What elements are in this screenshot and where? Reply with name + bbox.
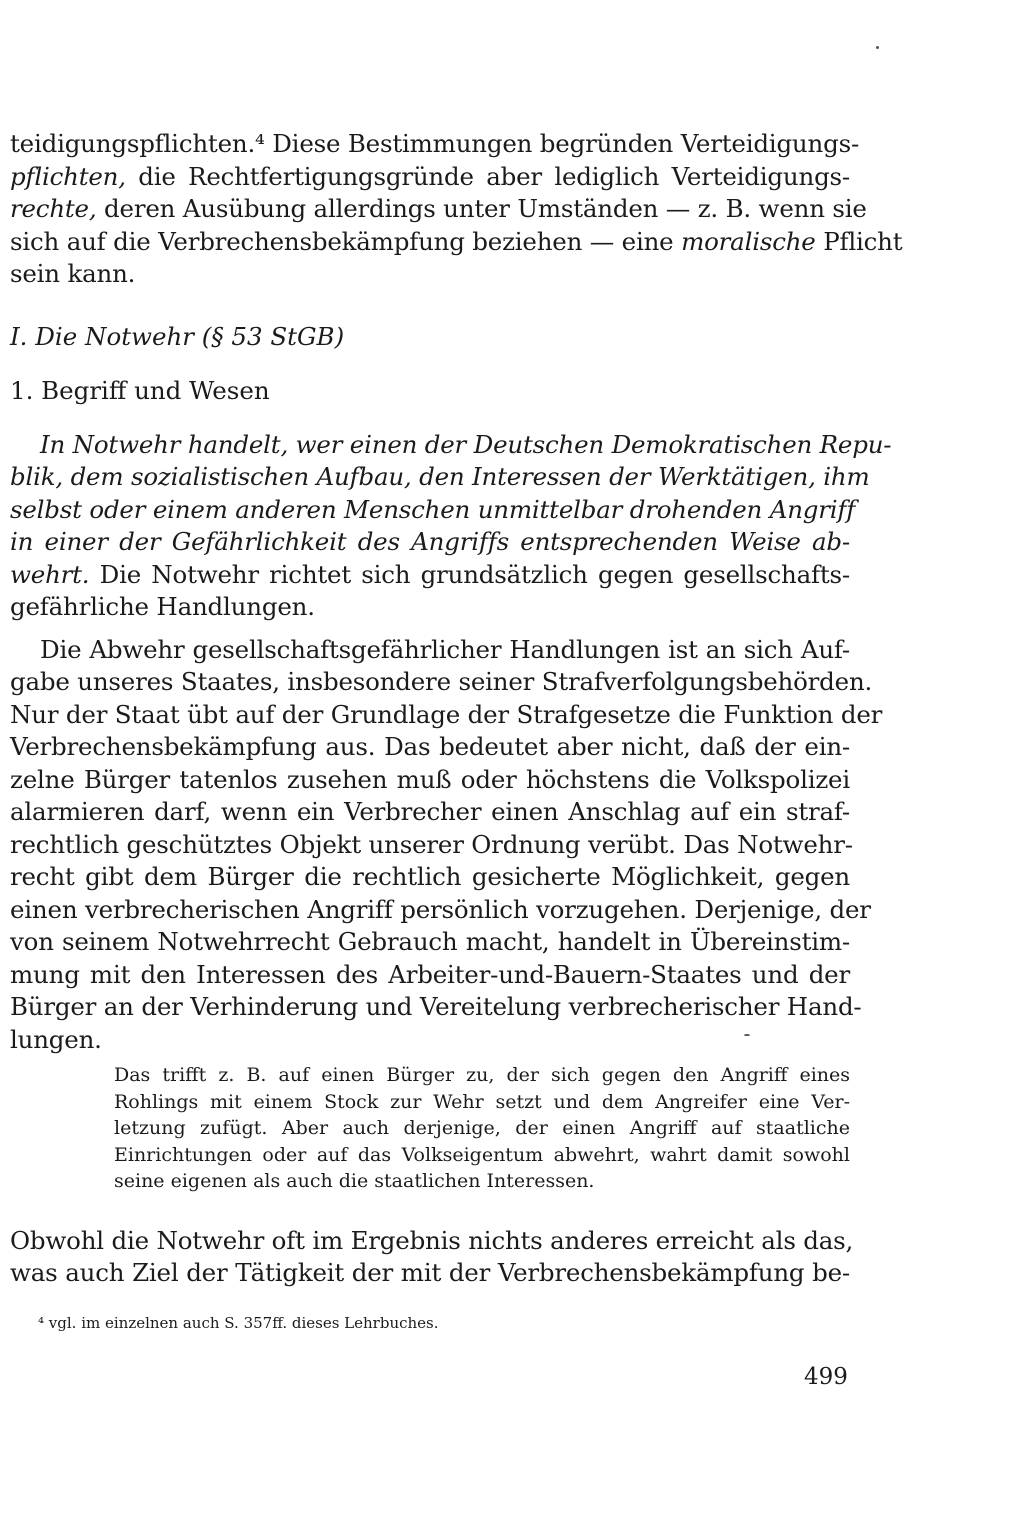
text-line: pflichten, die Rechtfertigungsgründe aber lediglich Verteidigungs- [10,161,850,191]
text-line: gabe unseres Staates, insbesondere seiner Strafverfolgungsbehörden. [10,667,873,696]
text-line: Rohlings mit einem Stock zur Wehr setzt und dem Angreifer eine Ver- [114,1090,850,1113]
text-line: seine eigenen als auch die staatlichen Interessen. [114,1170,595,1192]
text-line: Einrichtungen oder auf das Volkseigentum abwehrt, wahrt damit sowohl [114,1143,850,1166]
text-line: zelne Bürger tatenlos zusehen muß oder höchstens die Volkspolizei [10,764,850,794]
text-line: mung mit den Interessen des Arbeiter-und-Bauern-Staates und der [10,959,850,989]
text-line: was auch Ziel der Tätigkeit der mit der Verbrechensbekämpfung be- [10,1258,850,1287]
text-line: blik, dem sozialistischen Aufbau, den Interessen der Werktätigen, ihm [10,462,870,491]
text-line: Verbrechensbekämpfung aus. Das bedeutet aber nicht, daß der ein- [10,732,850,761]
page-body [10,128,903,1334]
subsection-heading: 1. Begriff und Wesen [10,375,270,405]
footnote: ⁴ vgl. im einzelnen auch S. 357ff. dieses Lehrbuches. [38,1313,439,1332]
text-line: Obwohl die Notwehr oft im Ergebnis nichts anderes erreicht als das, [10,1225,854,1255]
continuation-paragraph [10,1225,854,1290]
footnote-block [10,1312,850,1334]
page-number: 499 [804,1364,848,1390]
text-line: Das trifft z. B. auf einen Bürger zu, der sich gegen den Angriff eines [114,1064,850,1086]
text-line: selbst oder einem anderen Menschen unmittelbar drohenden Angriff [10,494,856,524]
text-line: wehrt. Die Notwehr richtet sich grundsätzlich gegen gesellschafts- [10,559,850,589]
example-paragraph [10,1062,850,1195]
text-line: rechte, deren Ausübung allerdings unter Umständen — z. B. wenn sie [10,194,867,223]
text-line: In Notwehr handelt, wer einen der Deutschen Demokratischen Repu- [40,429,892,459]
text-line: von seinem Notwehrrecht Gebrauch macht, handelt in Übereinstim- [10,927,850,956]
text-line: lungen. [10,1024,102,1054]
intro-paragraph [10,128,903,291]
scan-speck [876,46,879,49]
body-paragraph [10,634,883,1057]
scan-speck [744,1034,750,1036]
text-line: alarmieren darf, wenn ein Verbrecher einen Anschlag auf ein straf- [10,797,850,826]
section-heading: I. Die Notwehr (§ 53 StGB) [10,321,345,351]
text-line: Die Abwehr gesellschaftsgefährlicher Handlungen ist an sich Auf- [40,634,850,664]
text-line: sein kann. [10,259,136,288]
definition-paragraph [10,429,892,624]
text-line: letzung zufügt. Aber auch derjenige, der einen Angriff auf staatliche [114,1117,850,1139]
text-line: recht gibt dem Bürger die rechtlich gesicherte Möglichkeit, gegen [10,862,850,891]
text-line: Bürger an der Verhinderung und Vereitelung verbrecherischer Hand- [10,992,862,1021]
text-line: in einer der Gefährlichkeit des Angriffs entsprechenden Weise ab- [10,527,850,556]
text-line: Nur der Staat übt auf der Grundlage der Strafgesetze die Funktion der [10,699,883,729]
text-line: rechtlich geschütztes Objekt unserer Ordnung verübt. Das Notwehr- [10,829,853,859]
text-line: teidigungspflichten.⁴ Diese Bestimmungen begründen Verteidigungs- [10,129,860,158]
text-line: sich auf die Verbrechensbekämpfung beziehen — eine moralische Pflicht [10,226,903,256]
text-line: gefährliche Handlungen. [10,592,315,621]
text-line: einen verbrecherischen Angriff persönlich vorzugehen. Derjenige, der [10,894,871,924]
